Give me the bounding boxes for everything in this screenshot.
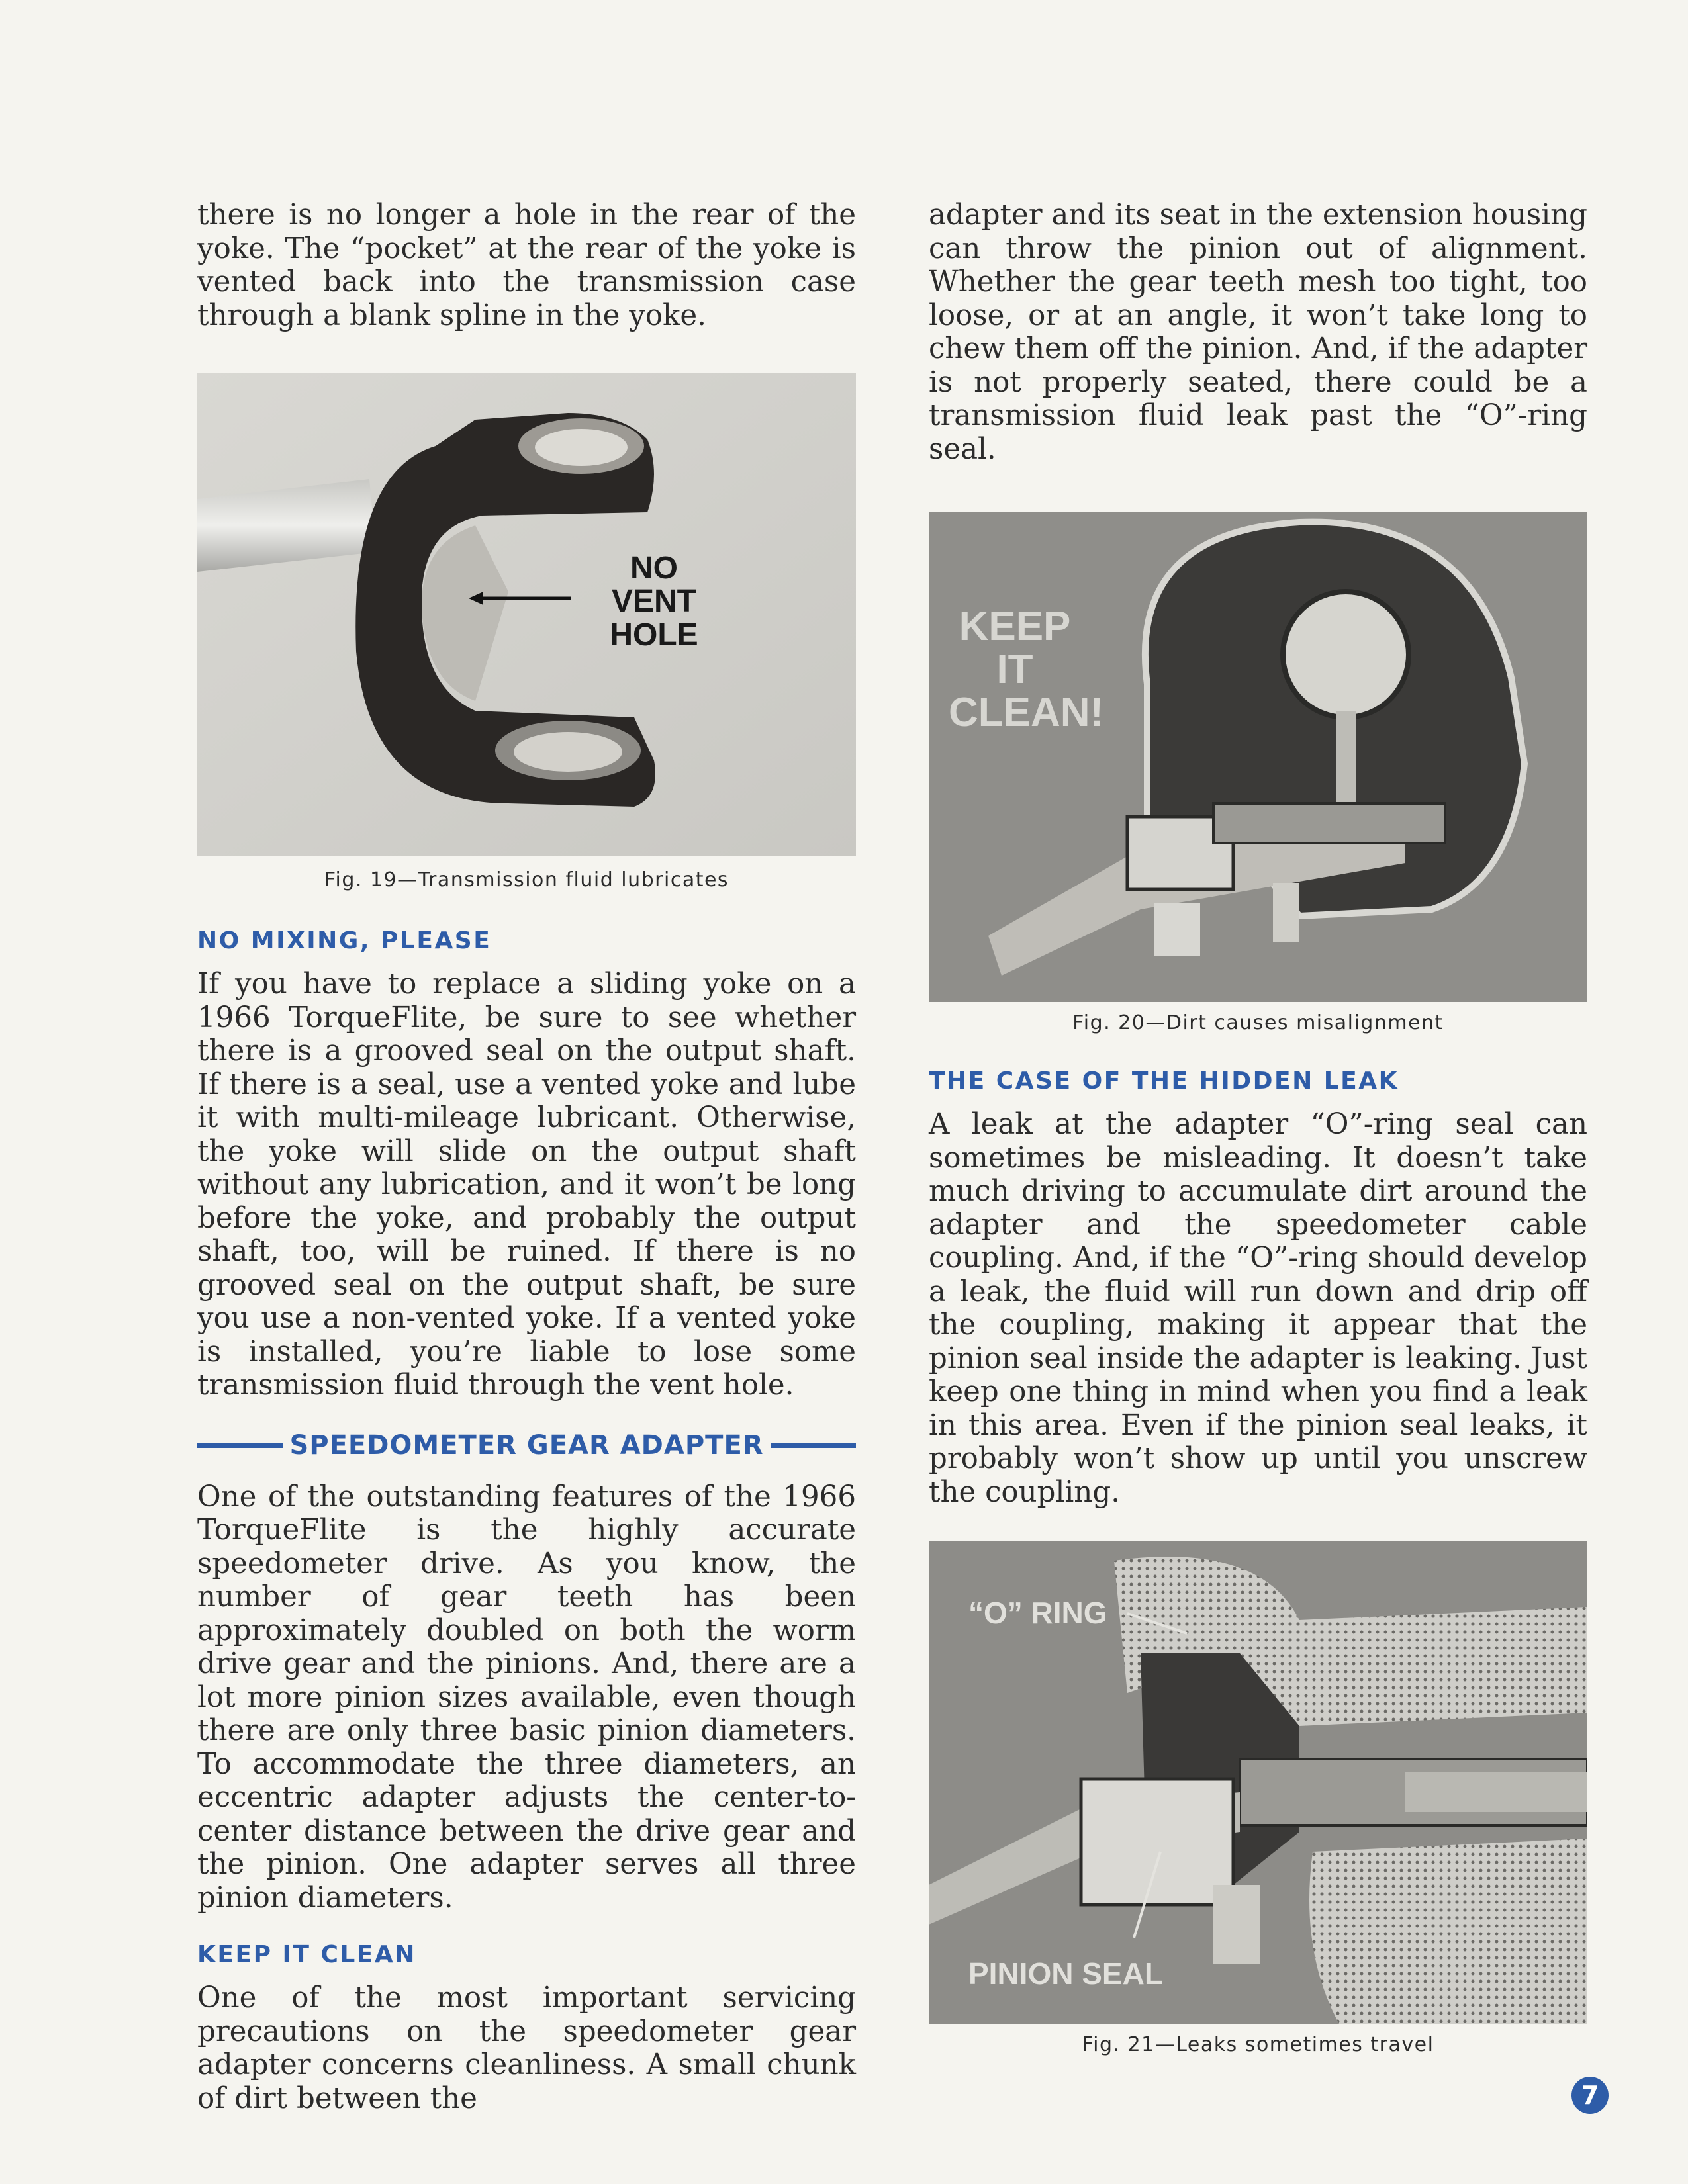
intro-paragraph-left: there is no longer a hole in the rear of the yoke. The “pocket” at the rear of the yoke is vented back into the transmission case through a blank spline in the yoke.: [197, 199, 856, 332]
rule-line-right: [771, 1443, 856, 1448]
fig21-caption: Fig. 21—Leaks sometimes travel: [1082, 2033, 1434, 2056]
fig19-label: [571, 552, 737, 652]
fig21-label-oring: “O” RING: [968, 1596, 1107, 1630]
rule-line-left: [197, 1443, 283, 1448]
keep-clean-heading: KEEP IT CLEAN: [197, 1941, 416, 1968]
section-divider: [197, 1430, 856, 1461]
fig20-label-line3: CLEAN!: [949, 690, 1104, 736]
fig20-photo: [929, 512, 1587, 1002]
fig20-label-line2: IT: [996, 647, 1033, 693]
fig19-label-line2: VENT HOLE: [610, 584, 698, 653]
adapter-paragraph: One of the outstanding features of the 1966 TorqueFlite is the highly accurate speedometer drive. As you know, the number of gear teeth has been approximately doubled on both the worm drive gear and the pinions. And, there are a lot more pinion sizes available, even though there are only three basic pinion diameters. To accommodate the three diameters, an eccentric adapter adjusts the center-to-center distance between the drive gear and the pinion. One adapter serves all three pinion diameters.: [197, 1480, 856, 1915]
page-number-badge: 7: [1571, 2077, 1609, 2114]
fig19-photo: [197, 373, 856, 856]
hidden-leak-paragraph: A leak at the adapter “O”-ring seal can sometimes be misleading. It doesn’t take much driving to accumulate dirt around the adapter and the speedometer cable coupling. And, if the “O”-ring should develop a leak, the fluid will run down and drip off the coupling, making it appear that the pinion seal inside the adapter is leaking. Just keep one thing in mind when you find a leak in this area. Even if the pinion seal leaks, it probably won’t show up until you unscrew the coupling.: [929, 1108, 1587, 1509]
fig20-caption: Fig. 20—Dirt causes misalignment: [1072, 1011, 1444, 1034]
hidden-leak-heading: THE CASE OF THE HIDDEN LEAK: [929, 1068, 1399, 1095]
fig21-label-pinion-seal: PINION SEAL: [968, 1956, 1163, 1991]
intro-paragraph-right: adapter and its seat in the extension housing can throw the pinion out of alignment. Whether the gear teeth mesh too tight, too loose, or at an angle, it won’t take long to chew them off the pinion. And, if the adapter is not properly seated, there could be a transmission fluid leak past the “O”-ring seal.: [929, 199, 1587, 466]
fig21-photo: [929, 1541, 1587, 2024]
left-column: [197, 199, 856, 2115]
section-title: SPEEDOMETER GEAR ADAPTER: [289, 1430, 764, 1461]
no-mixing-paragraph: If you have to replace a sliding yoke on a 1966 TorqueFlite, be sure to see whether there is a grooved seal on the output shaft. If there is a seal, use a vented yoke and lube it with multi-mileage lubricant. Otherwise, the yoke will slide on the output shaft without any lubrication, and it won’t be long before the yoke, and probably the output shaft, too, will be ruined. If there is no grooved seal on the output shaft, be sure you use a non-vented yoke. If a vented yoke is installed, you’re liable to lose some transmission fluid through the vent hole.: [197, 968, 856, 1402]
fig19-label-line1: NO: [630, 551, 678, 586]
right-column: [929, 199, 1587, 2056]
no-mixing-heading: NO MIXING, PLEASE: [197, 927, 492, 954]
keep-clean-paragraph: One of the most important servicing precautions on the speedometer gear adapter concerns cleanliness. A small chunk of dirt between the: [197, 1981, 856, 2115]
fig19-caption: Fig. 19—Transmission fluid lubricates: [324, 868, 729, 891]
fig20-label: [949, 604, 1104, 736]
fig20-label-line1: KEEP: [959, 604, 1071, 649]
